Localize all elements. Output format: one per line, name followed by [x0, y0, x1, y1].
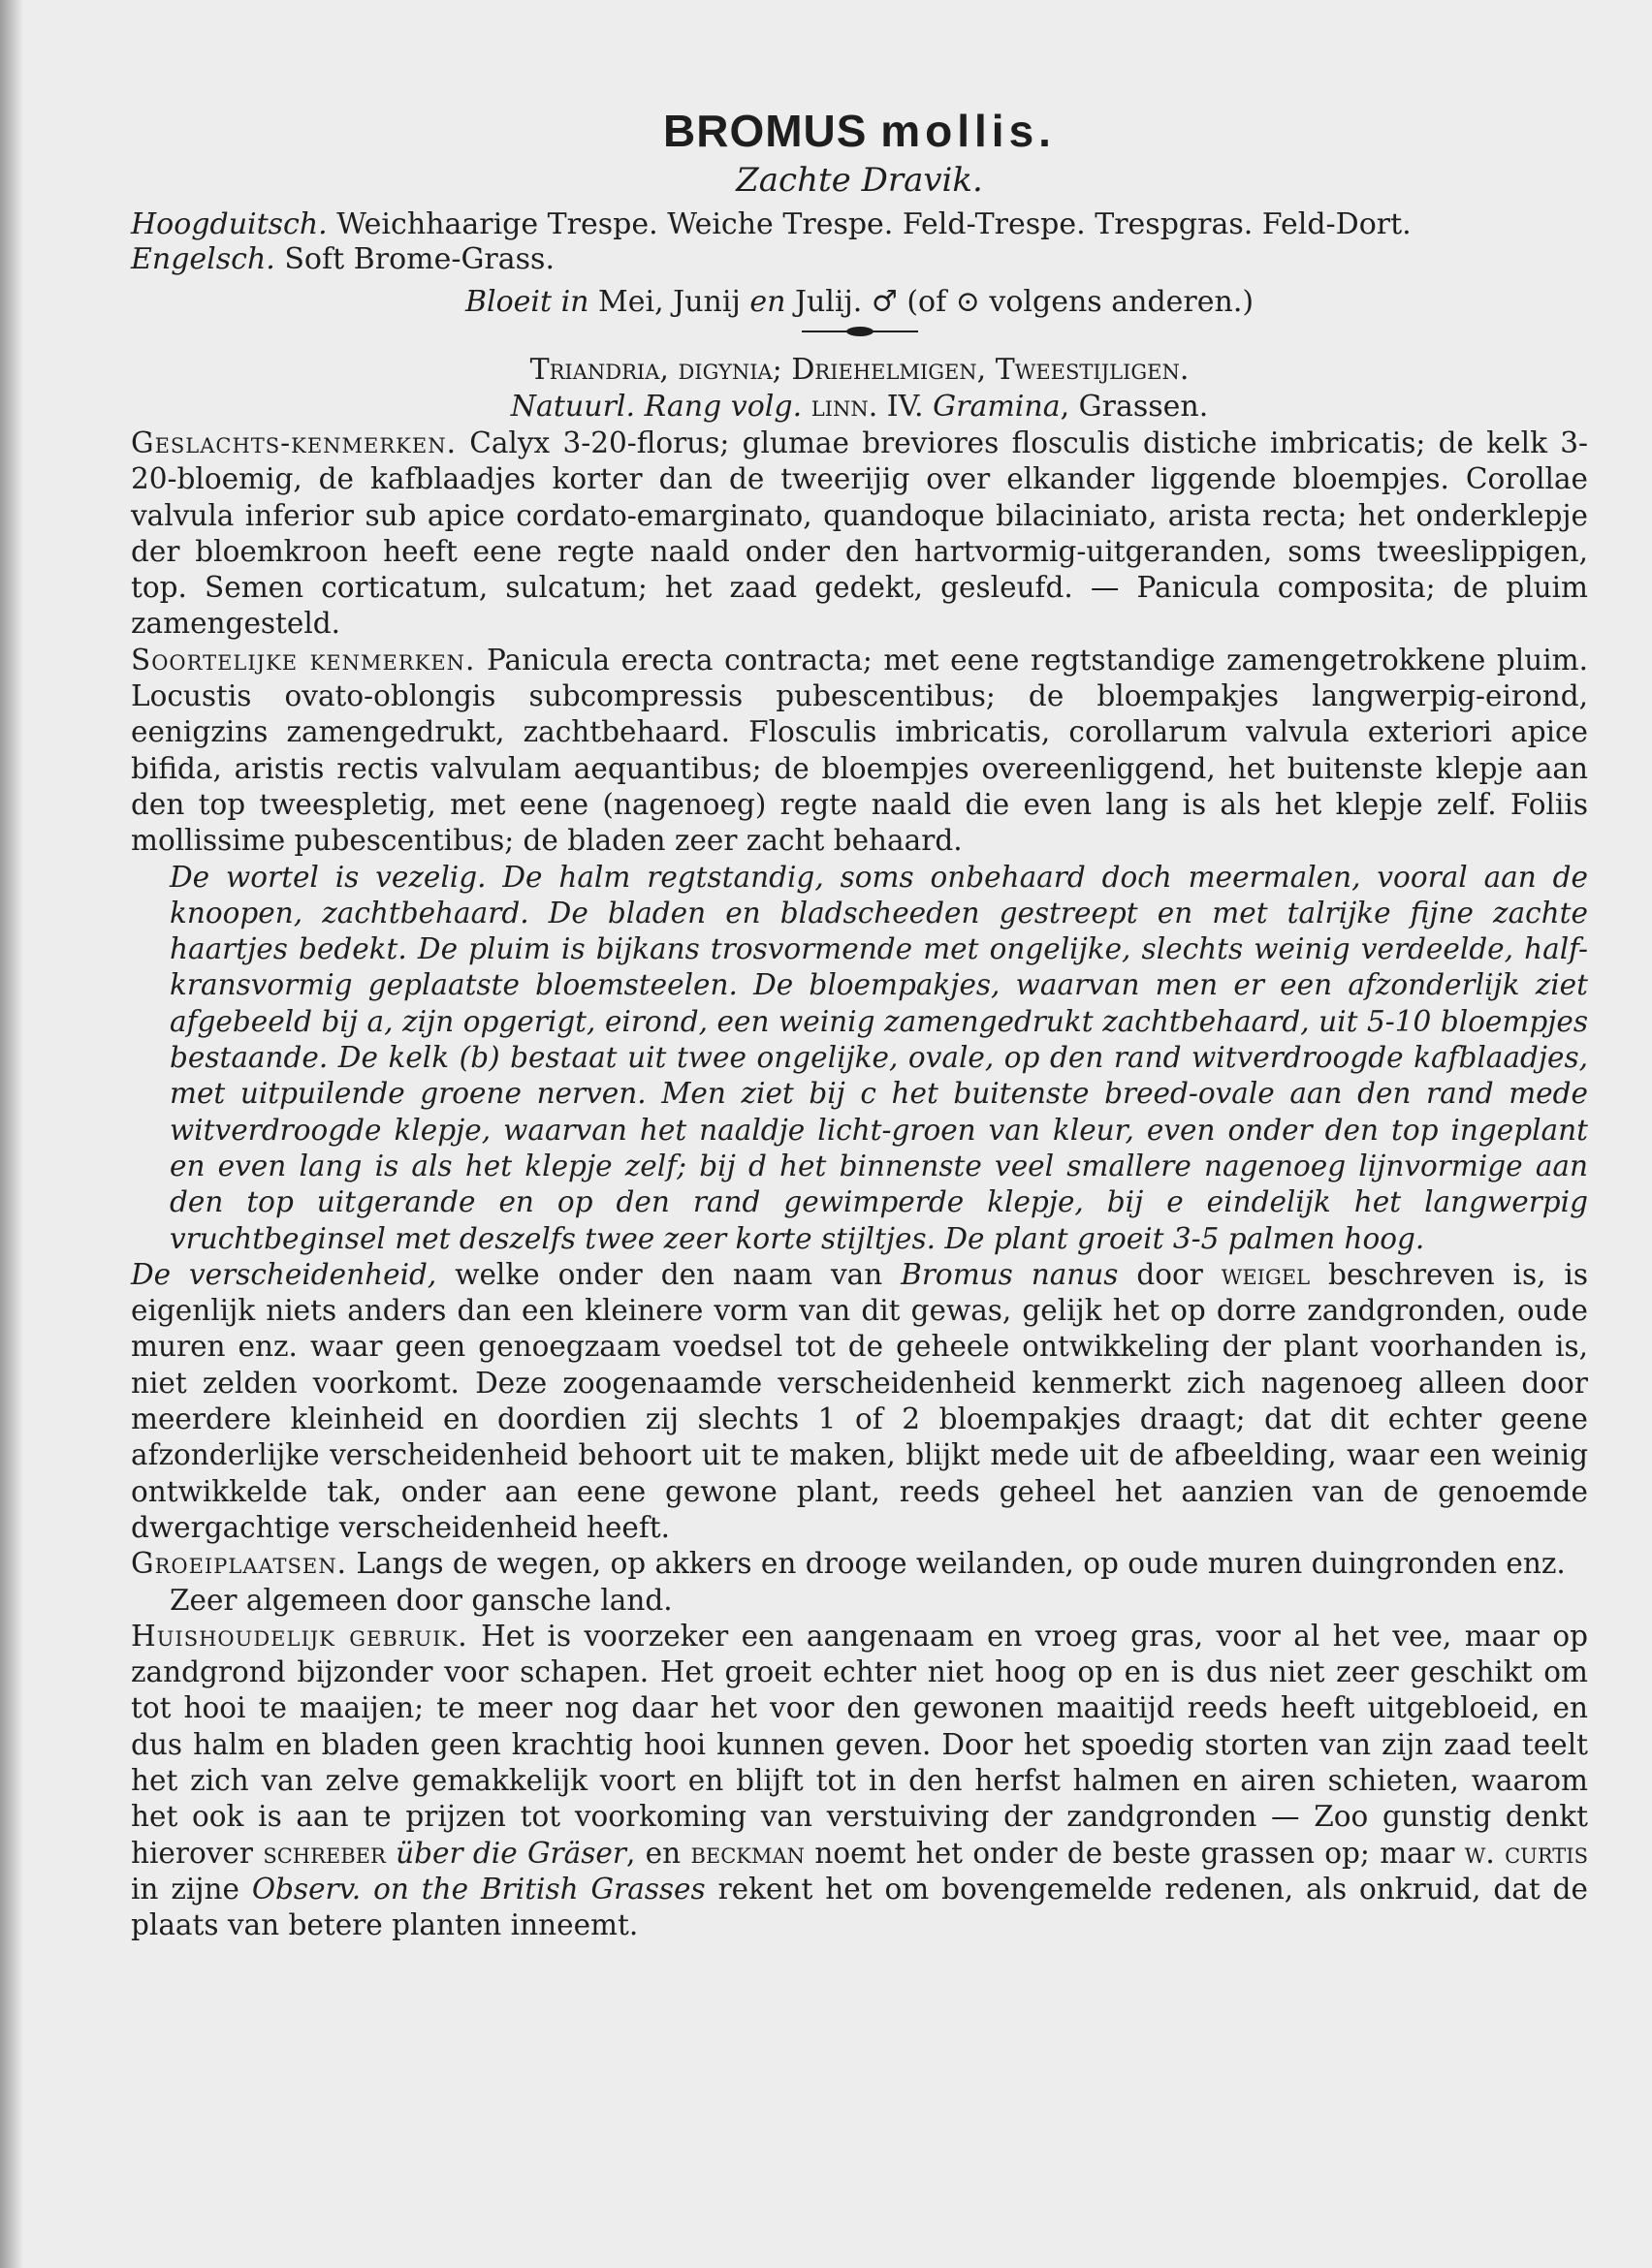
usage-text-1: Het is voorzeker een aangenaam en vroeg gras, voor al het vee, maar op zandgrond bijzonder voor schapen. Het groeit echter niet hoog op en is dus niet zeer geschikt om tot hooi te maaijen; te meer nog daar het voor den gewonen maaitijd reeds heeft uitgebloeid, en dus halm en bladen geen krachtig hooi kunnen geven. Door het spoedig storten van zijn zaad teelt het zich van zelve gemakkelijk voort en blijft tot in den herfst halmen en airen schieten, waarom het ook is aan te prijzen tot voorkoming van verstuiving der zandgronden — Zoo gunstig denkt hierover: [131, 1619, 1588, 1870]
genus-characters-paragraph: [131, 425, 1588, 643]
usage-text-4: in zijne: [131, 1872, 239, 1906]
classification-line-2: [131, 389, 1588, 425]
variety-text: beschreven is, is eigenlijk niets anders dan een kleinere vorm van dit gewas, gelijk het op dorre zandgronden, oude muren enz. waar geen genoegzaam voedsel tot de geheele ontwikkeling der plant voorhanden is, niet zelden voorkomt. Deze zoogenaamde verscheidenheid kenmerkt zich nagenoeg alleen door meerdere kleinheid en doordien zij slechts 1 of 2 bloempakjes draagt; dat dit echter geene afzonderlijke verscheidenheid behoort uit te maken, blijkt mede uit de afbeelding, waar een weinig ontwikkelde tak, onder aan eene gewone plant, reeds geheel het aanzien van de genoemde dwergachtige verscheidenheid heeft.: [131, 1257, 1588, 1544]
bloom-months-1: Mei, Junij: [598, 285, 741, 319]
habitat-frequency: Zeer algemeen door gansche land.: [170, 1583, 673, 1617]
variety-author: weigel: [1221, 1257, 1311, 1291]
title-genus: BROMUS: [663, 106, 868, 156]
linnaeus-label: linn.: [810, 390, 878, 424]
natural-rank-label: Natuurl. Rang volg.: [510, 390, 803, 424]
habitat-text: Langs de wegen, op akkers en drooge weilanden, op oude muren duingronden enz.: [356, 1547, 1566, 1581]
english-names-line: [131, 242, 1588, 277]
bloom-note-1: (of: [906, 285, 947, 319]
bloom-months-2: Julij.: [794, 285, 863, 319]
usage-schreber: schreber: [263, 1836, 386, 1870]
bloom-line: [131, 285, 1588, 319]
genus-characters-text: Calyx 3-20-florus; glumae breviores flosculis distiche imbricatis; de kelk 3-20-bloemig, de kafblaadjes korter dan de tweerijig over elkander liggende bloempjes. Corollae valvula inferior sub apice cordato-emarginato, quandoque bilaciniato, arista recta; het onderklepje der bloemkroon heeft eene regte naald onder den hartvormig-uitgeranden, soms tweeslippigen, top. Semen corticatum, sulcatum; het zaad gedekt, gesleufd. — Panicula composita; de pluim zamengesteld.: [131, 426, 1588, 641]
usage-work-2: Observ. on the British Grasses: [251, 1872, 706, 1906]
perennial-symbol-icon: ♂: [871, 285, 898, 319]
english-label: Engelsch.: [131, 242, 275, 276]
common-names: [131, 207, 1588, 277]
annual-symbol-icon: ⊙: [955, 285, 980, 319]
habitat-heading: Groeiplaatsen.: [131, 1547, 347, 1581]
usage-text-3: noemt het onder de beste grassen op; maar: [814, 1836, 1455, 1870]
variety-paragraph: [131, 1257, 1588, 1546]
bloom-lead: Bloeit in: [464, 285, 589, 319]
usage-curtis: w. curtis: [1464, 1836, 1588, 1870]
species-characters-heading: Soortelijke kenmerken.: [131, 643, 476, 677]
classification-line-1: Triandria, digynia; Driehelmigen, Tweestijligen.: [529, 353, 1190, 387]
variety-name: Bromus nanus: [901, 1257, 1119, 1291]
species-characters-paragraph: [131, 643, 1588, 860]
usage-paragraph: [131, 1619, 1588, 1944]
variety-mid-1: welke onder den naam van: [455, 1257, 883, 1291]
usage-heading: Huishoudelijk gebruik.: [131, 1619, 468, 1653]
usage-text-2: , en: [625, 1836, 682, 1870]
ornament-divider-icon: [131, 325, 1588, 338]
genus-characters-heading: Geslachts-kenmerken.: [131, 426, 457, 459]
species-characters-text: Panicula erecta contracta; met eene regtstandige zamengetrokkene pluim. Locustis ovato-oblongis subcompressis pubescentibus; de bloempakjes langwerpig-eirond, eenigzins zamengedrukt, zachtbehaard. Flosculis imbricatis, corollarum valvula exteriori apice bifida, aristis rectis valvulam aequantibus; de bloempjes overeenliggend, het buitenste klepje aan den top tweespletig, met eene (nagenoeg) regte naald die even lang is als het klepje zelf. Foliis mollissime pubescentibus; de bladen zeer zacht behaard.: [131, 643, 1588, 858]
english-names: Soft Brome-Grass.: [284, 242, 555, 276]
page-title: [131, 105, 1588, 157]
german-label: Hoogduitsch.: [131, 207, 328, 241]
german-names-line: [131, 207, 1588, 242]
usage-beckman: beckman: [690, 1836, 806, 1870]
usage-work-1: über die Gräser: [396, 1836, 626, 1870]
variety-mid-2: door: [1136, 1257, 1203, 1291]
title-species: mollis.: [880, 106, 1056, 156]
gramina-label: Gramina: [933, 390, 1061, 424]
bloom-note-2: volgens anderen.): [989, 285, 1255, 319]
description-paragraph: De wortel is vezelig. De halm regtstandig, soms onbehaard doch meermalen, vooral aan de knoopen, zachtbehaard. De bladen en bladscheeden gestreept en met talrijke fijne zachte haartjes bedekt. De pluim is bijkans trosvormende met ongelijke, slechts weinig verdeelde, half-kransvormig geplaatste bloemsteelen. De bloempakjes, waarvan men er een afzonderlijk ziet afgebeeld bij a, zijn opgerigt, eirond, een weinig zamengedrukt zachtbehaard, uit 5-10 bloempjes bestaande. De kelk (b) bestaat uit twee ongelijke, ovale, op den rand witverdroogde kafblaadjes, met uitpuilende groene nerven. Men ziet bij c het buitenste breed-ovale aan den rand mede witverdroogde klepje, waarvan het naaldje licht-groen van kleur, even onder den top ingeplant en even lang is als het klepje zelf; bij d het binnenste veel smallere nagenoeg lijnvormige aan den top uitgerande en op den rand gewimperde klepje, bij e eindelijk het langwerpig vruchtbeginsel met deszelfs twee zeer korte stijltjes. De plant groeit 3-5 palmen hoog.: [170, 860, 1588, 1255]
german-names: Weichhaarige Trespe. Weiche Trespe. Feld-Trespe. Trespgras. Feld-Dort.: [336, 207, 1412, 241]
usage-text-5: rekent het om bovengemelde redenen, als onkruid, dat de plaats van betere planten inneemt.: [131, 1872, 1588, 1942]
rank-number: IV.: [886, 390, 924, 424]
bloom-en: en: [749, 285, 786, 319]
variety-lead: De verscheidenheid,: [131, 1257, 437, 1291]
dutch-name: Zachte Dravik.: [736, 161, 983, 200]
grassen-label: , Grassen.: [1060, 390, 1209, 424]
habitat-paragraph: [131, 1546, 1588, 1582]
